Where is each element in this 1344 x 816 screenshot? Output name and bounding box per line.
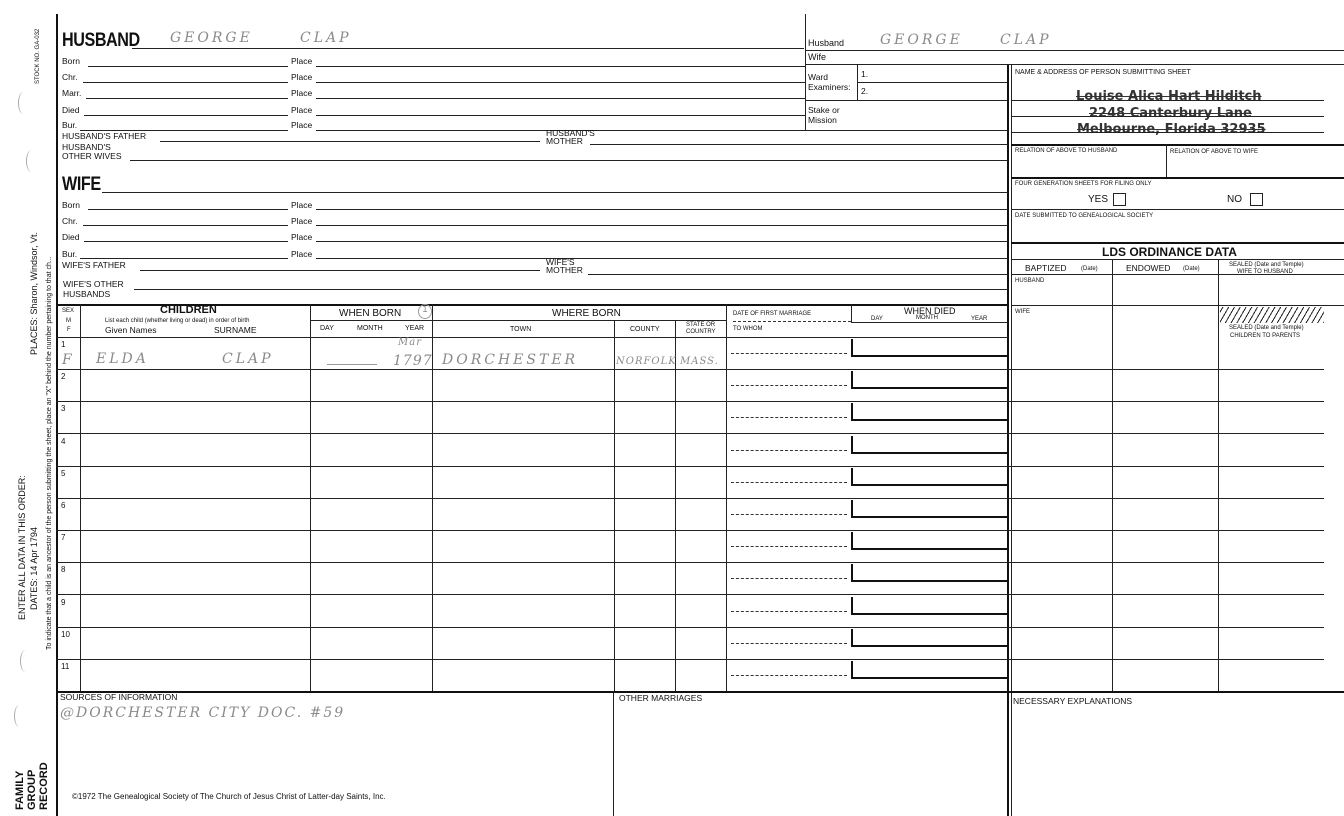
husband-chr-label: Chr. [62,72,78,82]
child-1-county[interactable]: NORFOLK [616,356,677,367]
examiner-2: 2. [861,86,869,96]
husband-born-place-label: Place [291,56,313,66]
husband-marr-place-label: Place [291,88,313,98]
copyright-notice: ©1972 The Genealogical Society of The Church of Jesus Christ of Latter-day Saints, Inc. [72,792,386,801]
death-date-box[interactable] [851,661,1009,679]
wife-mother-label: WIFE'S [546,257,575,267]
sealed-wife-label: SEALED (Date and Temple) [1229,262,1304,268]
hatched-cell [1220,307,1324,323]
where-born-label: WHERE BORN [552,308,621,319]
table-row[interactable] [56,659,1344,691]
child-1-year[interactable]: 1797 [393,353,433,369]
died-day-label: DAY [871,316,883,322]
right-wife-label: Wife [808,52,826,62]
table-row[interactable] [56,595,1344,627]
death-date-box[interactable] [851,532,1009,550]
punch-hole-mark [26,150,37,172]
marriage-date-line [731,643,847,644]
table-row[interactable] [56,369,1344,401]
husband-died-place-label: Place [291,105,313,115]
wife-chr-label: Chr. [62,216,78,226]
enter-data-note: ENTER ALL DATA IN THIS ORDER: [17,475,27,620]
death-date-box[interactable] [851,629,1009,647]
other-marriages-label: OTHER MARRIAGES [619,693,703,703]
state-country-label: STATE OR [686,322,716,328]
places-note: PLACES: Sharon, Windsor, Vt. [29,231,39,355]
examiner-1: 1. [861,69,869,79]
born-day-label: DAY [320,325,334,332]
wife-died-label: Died [62,232,80,242]
baptized-label: BAPTIZED [1025,263,1067,273]
town-label: TOWN [510,326,532,333]
wife-chr-place-label: Place [291,216,313,226]
marriage-date-line [731,482,847,483]
death-date-box[interactable] [851,371,1009,389]
relation-husband-label: RELATION OF ABOVE TO HUSBAND [1015,148,1118,154]
wife-bur-label: Bur. [62,249,78,259]
circled-mark: 1 [418,304,432,319]
table-row[interactable] [56,434,1344,466]
marriage-date-line [731,417,847,418]
death-date-box[interactable] [851,500,1009,518]
child-1-sex[interactable]: F [62,352,75,368]
surname-label: SURNAME [214,325,257,335]
child-number: 11 [61,662,70,671]
sealed-children-label: SEALED (Date and Temple) [1229,325,1304,331]
wife-mother-label-2: MOTHER [546,265,583,275]
when-died-label: WHEN DIED [904,306,956,316]
submitter-label: NAME & ADDRESS OF PERSON SUBMITTING SHEET [1015,69,1191,76]
child-1-month[interactable]: Mar [398,337,422,348]
child-1-town[interactable]: DORCHESTER [442,352,579,368]
right-husband-first[interactable]: GEORGE [880,32,963,48]
marriage-date-line [731,353,847,354]
husband-father-label: HUSBAND'S FATHER [62,131,147,141]
husband-marr-label: Marr. [62,88,82,98]
table-row[interactable] [56,498,1344,530]
punch-hole-mark [14,705,25,727]
wife-ordinance-row: WIFE [1015,309,1030,315]
born-month-label: MONTH [357,325,383,332]
husband-first-name[interactable]: GEORGE [170,30,253,46]
husband-bur-label: Bur. [62,120,78,130]
died-month-label: MONTH [916,315,938,321]
wife-born-label: Born [62,200,80,210]
table-row[interactable] [56,530,1344,562]
death-date-box[interactable] [851,436,1009,454]
child-1-day-dash [327,364,377,365]
sealed-children-label-2: CHILDREN TO PARENTS [1230,333,1301,339]
child-number: 9 [61,598,66,607]
to-whom-label: TO WHOM [733,326,763,332]
marriage-date-line [731,675,847,676]
marriage-date-line [731,546,847,547]
source-text[interactable]: @DORCHESTER CITY DOC. #59 [60,705,346,721]
child-number: 2 [61,372,66,381]
mission-label: Mission [808,115,837,125]
child-number: 7 [61,533,66,542]
submitter-street[interactable]: 2248 Canterbury Lane [1089,106,1252,121]
child-1-surname[interactable]: CLAP [222,351,274,367]
four-generation-label: FOUR GENERATION SHEETS FOR FILING ONLY [1015,181,1152,187]
endowed-date-note: (Date) [1183,266,1200,272]
child-1-state[interactable]: MASS. [680,356,719,367]
husband-born-label: Born [62,56,80,66]
death-date-box[interactable] [851,403,1009,421]
wife-father-label: WIFE'S FATHER [62,260,126,270]
ward-label: Ward [808,72,828,82]
first-marriage-label: DATE OF FIRST MARRIAGE [733,311,812,317]
table-row[interactable] [56,562,1344,594]
children-list-note: List each child (whether living or dead) in order of birth [105,318,250,324]
when-born-label: WHEN BORN [339,308,402,319]
marriage-date-line [731,611,847,612]
right-husband-last[interactable]: CLAP [1000,32,1052,48]
husband-ordinance-row: HUSBAND [1015,278,1045,284]
date-submitted-label: DATE SUBMITTED TO GENEALOGICAL SOCIETY [1015,213,1154,219]
child-number: 8 [61,565,66,574]
relation-wife-label: RELATION OF ABOVE TO WIFE [1170,149,1259,155]
punch-hole-mark [20,650,31,672]
dates-note: DATES: 14 Apr 1794 [29,527,39,610]
county-label: COUNTY [630,326,660,333]
child-number: 4 [61,437,66,446]
wife-born-place-label: Place [291,200,313,210]
sex-f-label: F [67,327,71,333]
husband-surname[interactable]: CLAP [300,30,352,46]
submitter-city[interactable]: Melbourne, Florida 32935 [1077,122,1266,137]
husband-mother-label: HUSBAND'S [546,128,595,138]
husband-heading: HUSBAND [62,30,140,51]
husband-other-wives-label: HUSBAND'S [62,142,111,152]
child-number: 5 [61,469,66,478]
sex-m-label: M [66,318,71,324]
child-number: 1 [61,340,66,349]
wife-other-husbands-label: WIFE'S OTHER [63,279,124,289]
died-year-label: YEAR [971,316,988,322]
sealed-wife-label-2: WIFE TO HUSBAND [1237,269,1293,275]
husband-died-label: Died [62,105,80,115]
table-row[interactable] [56,401,1344,433]
child-number: 6 [61,501,66,510]
ancestor-instruction: To indicate that a child is an ancestor of the person submitting the sheet, place an "X" behind the number pertaining to that ch... [46,256,53,650]
death-date-box[interactable] [851,468,1009,486]
table-row[interactable] [56,466,1344,498]
wife-bur-place-label: Place [291,249,313,259]
lds-ordinance-title: LDS ORDINANCE DATA [1102,245,1237,259]
submitter-name[interactable]: Louise Alica Hart Hilditch [1076,89,1262,104]
child-1-given[interactable]: ELDA [96,351,149,367]
given-names-label: Given Names [105,325,157,335]
state-country-label-2: COUNTRY [686,329,716,335]
marriage-date-line [731,385,847,386]
husband-bur-place-label: Place [291,120,313,130]
table-row[interactable] [56,627,1344,659]
yes-label: YES [1088,194,1109,205]
child-number: 3 [61,404,66,413]
husband-other-wives-label-2: OTHER WIVES [62,151,122,161]
wife-other-husbands-label-2: HUSBANDS [63,289,111,299]
endowed-label: ENDOWED [1126,263,1171,273]
no-checkbox[interactable] [1250,193,1263,206]
sources-label: SOURCES OF INFORMATION [60,692,178,702]
yes-checkbox[interactable] [1113,193,1126,206]
marriage-date-line [731,450,847,451]
wife-died-place-label: Place [291,232,313,242]
baptized-date-note: (Date) [1081,266,1098,272]
necessary-explanations-label: NECESSARY EXPLANATIONS [1013,696,1133,706]
middle-divider [805,14,806,130]
husband-mother-label-2: MOTHER [546,136,583,146]
death-date-box[interactable] [851,564,1009,582]
husband-chr-place-label: Place [291,72,313,82]
sex-label: SEX [62,308,75,314]
right-husband-label: Husband [808,38,845,48]
record-title: FAMILY GROUP RECORD [14,762,50,810]
death-date-box[interactable] [851,597,1009,615]
born-year-label: YEAR [405,325,425,332]
no-label: NO [1227,194,1242,205]
wife-heading: WIFE [62,174,101,195]
child-number: 10 [61,630,70,639]
children-heading: CHILDREN [160,304,217,316]
death-date-box[interactable] [851,339,1009,357]
stock-number: STOCK NO. GA-032 [35,28,41,84]
punch-hole-mark [18,92,29,114]
examiners-label: Examiners: [808,82,851,92]
marriage-date-line [731,578,847,579]
stake-label: Stake or [808,105,840,115]
marriage-date-line [731,514,847,515]
